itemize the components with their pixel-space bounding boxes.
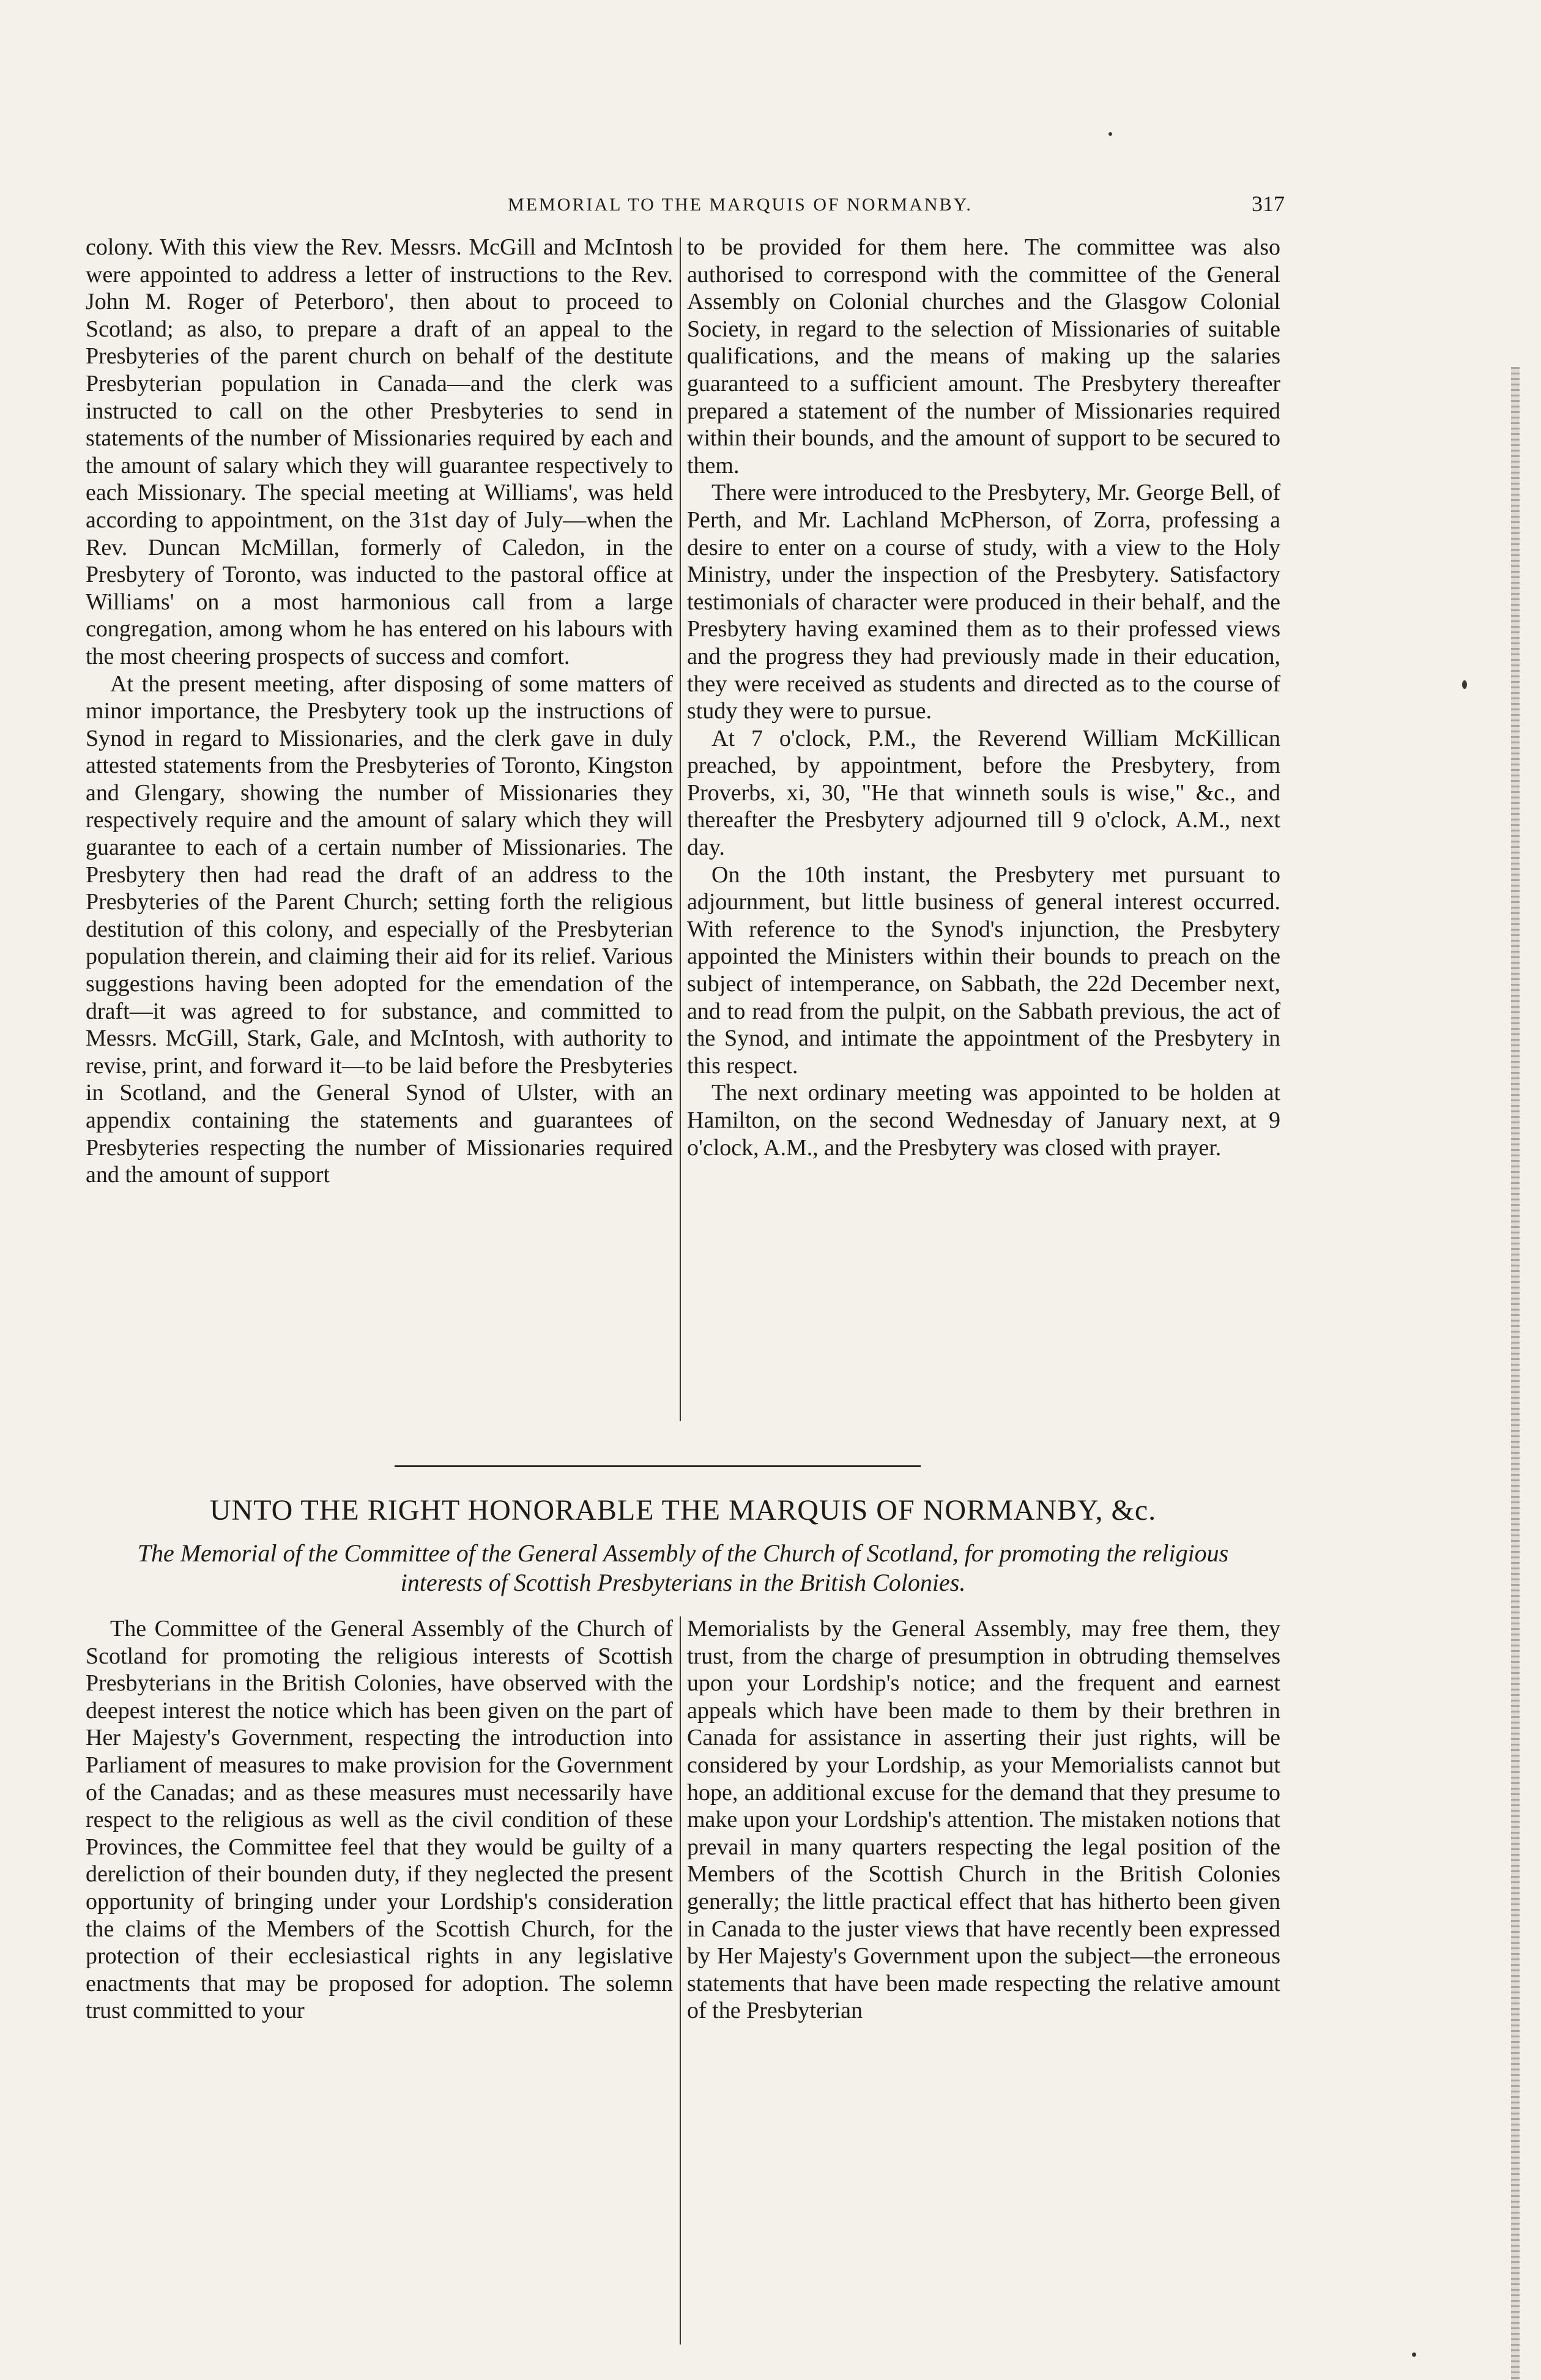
bottom-right-column [687, 1615, 1280, 2025]
paragraph: The Committee of the General Assembly of the Church of Scotland for promoting the religious interests of Scottish Presbyterians in the British Colonies, have observed with the deepest interest the notice which has been given on the part of Her Majesty's Government, respecting the introduction into Parliament of measures to make provision for the Government of the Canadas; and as these measures must necessarily have respect to the religious as well as the civil condition of these Provinces, the Committee feel that they would be guilty of a dereliction of their bounden duty, if they neglected the present opportunity of bringing under your Lordship's consideration the claims of the Members of the Scottish Church, for the protection of their ecclesiastical rights in any legislative enactments that may be proposed for adoption. The solemn trust committed to your [86, 1616, 673, 2024]
section-subtitle: The Memorial of the Committee of the General Assembly of the Church of Scotland, for promoting the religious interests of Scottish Presbyterians in the British Colonies. [137, 1539, 1229, 1596]
paragraph: to be provided for them here. The committee was also authorised to correspond with the committee of the General Assembly on Colonial churches and the Glasgow Colonial Society, in regard to the selection of Missionaries of suitable qualifications, and the means of making up the salaries guaranteed to a sufficient amount. The Presbytery thereafter prepared a statement of the number of Missionaries required within their bounds, and the amount of support to be secured to them. [687, 234, 1280, 478]
scan-speck [1462, 680, 1467, 689]
running-head: MEMORIAL TO THE MARQUIS OF NORMANBY. [508, 195, 973, 215]
section-divider [395, 1465, 921, 1467]
column-rule [680, 237, 681, 1421]
top-right-column [687, 234, 1280, 1161]
binding-edge [1511, 367, 1520, 2380]
paragraph: The next ordinary meeting was appointed to be holden at Hamilton, on the second Wednesday of January next, at 9 o'clock, A.M., and the Presbytery was closed with prayer. [687, 1080, 1280, 1161]
paragraph: At the present meeting, after disposing of some matters of minor importance, the Presbytery took up the instructions of Synod in regard to Missionaries, and the clerk gave in duly attested statements from the Presbyteries of Toronto, Kingston and Glengary, showing the number of Missionaries they respectively require and the amount of salary which they will guarantee to each of a certain number of Missionaries. The Presbytery then had read the draft of an address to the Presbyteries of the Parent Church; setting forth the religious destitution of this colony, and especially of the Presbyterian population therein, and claiming their aid for its relief. Various suggestions having been adopted for the emendation of the draft—it was agreed to for substance, and committed to Messrs. McGill, Stark, Gale, and McIntosh, with authority to revise, print, and forward it—to be laid before the Presbyteries in Scotland, and the General Synod of Ulster, with an appendix containing the statements and guarantees of Presbyteries respecting the number of Missionaries required and the amount of support [86, 671, 673, 1188]
column-rule [680, 1616, 681, 2345]
paragraph: colony. With this view the Rev. Messrs. McGill and McIntosh were appointed to address a letter of instructions to the Rev. John M. Roger of Peterboro', then about to proceed to Scotland; as also, to prepare a draft of an appeal to the Presbyteries of the parent church on behalf of the destitute Presbyterian population in Canada—and the clerk was instructed to call on the other Presbyteries to send in statements of the number of Missionaries required by each and the amount of salary which they will guarantee respectively to each Missionary. The special meeting at Williams', was held according to appointment, on the 31st day of July—when the Rev. Duncan McMillan, formerly of Caledon, in the Presbytery of Toronto, was inducted to the pastoral office at Williams' on a most harmonious call from a large congregation, among whom he has entered on his labours with the most cheering prospects of success and comfort. [86, 234, 673, 669]
bottom-left-column [86, 1615, 673, 2025]
paragraph: There were introduced to the Presbytery, Mr. George Bell, of Perth, and Mr. Lachland McPherson, of Zorra, professing a desire to enter on a course of study, with a view to the Holy Ministry, under the inspection of the Presbytery. Satisfactory testimonials of character were produced in their behalf, and the Presbytery having examined them as to their professed views and the progress they had previously made in their education, they were received as students and directed as to the course of study they were to pursue. [687, 480, 1280, 724]
scan-speck [1108, 132, 1112, 136]
section-title: UNTO THE RIGHT HONORABLE THE MARQUIS OF NORMANBY, &c. [209, 1494, 1157, 1527]
scan-speck [1412, 2352, 1416, 2357]
paragraph: Memorialists by the General Assembly, may free them, they trust, from the charge of presumption in obtruding themselves upon your Lordship's notice; and the frequent and earnest appeals which have been made to them by their brethren in Canada for assistance in asserting their just rights, will be considered by your Lordship, as your Memorialists cannot but hope, an additional excuse for the demand that they presume to make upon your Lordship's attention. The mistaken notions that prevail in many quarters respecting the legal position of the Members of the Scottish Church in the British Colonies generally; the little practical effect that has hitherto been given in Canada to the juster views that have recently been expressed by Her Majesty's Government upon the subject—the erroneous statements that have been made respecting the relative amount of the Presbyterian [687, 1616, 1280, 2024]
top-left-column [86, 234, 673, 1189]
page-number: 317 [1252, 192, 1285, 216]
paragraph: On the 10th instant, the Presbytery met pursuant to adjournment, but little business of general interest occurred. With reference to the Synod's injunction, the Presbytery appointed the Ministers within their bounds to preach on the subject of intemperance, on Sabbath, the 22d December next, and to read from the pulpit, on the Sabbath previous, the act of the Synod, and intimate the appointment of the Presbytery in this respect. [687, 861, 1280, 1079]
paragraph: At 7 o'clock, P.M., the Reverend William McKillican preached, by appointment, before the Presbytery, from Proverbs, xi, 30, "He that winneth souls is wise," &c., and thereafter the Presbytery adjourned till 9 o'clock, A.M., next day. [687, 725, 1280, 861]
